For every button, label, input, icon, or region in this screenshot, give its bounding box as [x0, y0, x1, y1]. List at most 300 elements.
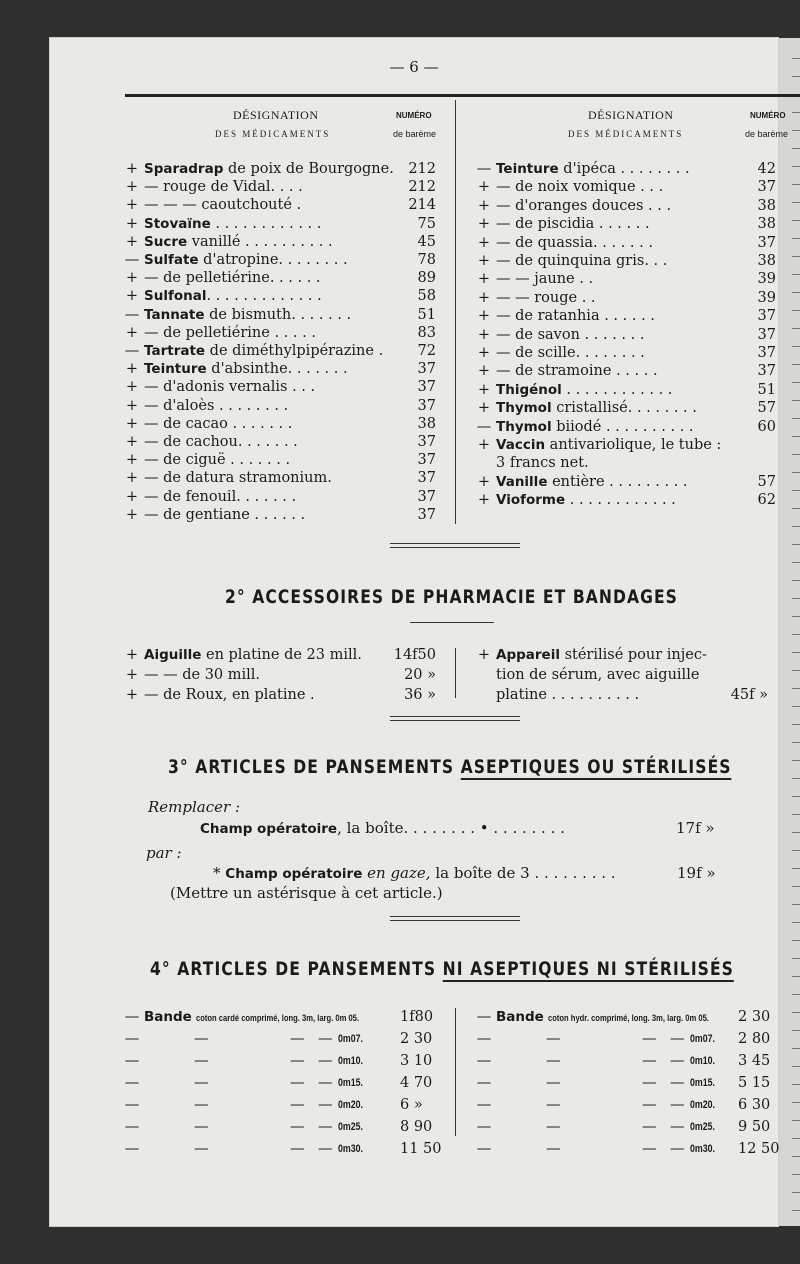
- list-item: [122, 415, 436, 433]
- page-edge-tick: [792, 760, 800, 761]
- item-text: — de gentiane . . . . . .: [144, 506, 306, 523]
- status-symbol: +: [125, 452, 139, 469]
- page-edge-tick: [792, 580, 800, 581]
- table-row: [122, 1118, 450, 1136]
- status-symbol: +: [477, 289, 491, 306]
- ditto-mark: —: [194, 1119, 209, 1135]
- list-item: [122, 378, 436, 396]
- status-symbol: +: [477, 179, 491, 196]
- list-item: [122, 433, 436, 451]
- ditto-mark: —: [546, 1141, 561, 1157]
- table-row: [122, 1052, 450, 1070]
- item-text: — de pelletiérine . . . . .: [144, 324, 316, 341]
- list-item: [474, 418, 776, 436]
- list-item: [474, 289, 776, 307]
- item-number: 45: [417, 233, 436, 250]
- double-rule: [390, 716, 520, 721]
- item-text: platine . . . . . . . . . .: [496, 687, 640, 703]
- item-number: 212: [408, 179, 436, 196]
- bande-keyword: Bande: [144, 1009, 192, 1025]
- list-item: [122, 397, 436, 415]
- ditto-mark: —: [546, 1053, 561, 1069]
- item-text: — de quinquina gris. . .: [496, 253, 668, 269]
- item-text: — de piscidia . . . . . .: [496, 216, 650, 233]
- item-label: [144, 451, 399, 469]
- section-4-divider: [455, 1008, 456, 1136]
- page-edge-tick: [792, 184, 800, 185]
- item-number: 37: [417, 506, 436, 523]
- item-text: cristallisé. . . . . . . .: [551, 400, 697, 417]
- header-bareme-left: de barème: [393, 129, 437, 139]
- page-edge-tick: [792, 328, 800, 329]
- item-label: [144, 324, 399, 342]
- table-row: [474, 1074, 788, 1092]
- dash-symbol: —: [476, 1031, 492, 1047]
- dash-symbol: —: [124, 1009, 140, 1025]
- page-edge-tick: [792, 688, 800, 689]
- bande-price: 4 70: [400, 1075, 433, 1091]
- ditto-mark: —: [290, 1119, 305, 1135]
- item-text: de bismuth. . . . . . .: [204, 306, 352, 323]
- status-symbol: +: [125, 161, 139, 177]
- page-edge-tick: [792, 1192, 800, 1193]
- ditto-mark: —: [642, 1141, 657, 1157]
- item-label: [496, 473, 758, 491]
- ditto-mark: —: [546, 1075, 561, 1091]
- list-item: [122, 666, 436, 684]
- bande-price: 9 50: [738, 1119, 771, 1135]
- item-text: en platine de 23 mill.: [201, 647, 362, 663]
- status-symbol: +: [125, 233, 139, 250]
- list-item: [474, 234, 776, 252]
- dash-symbol: —: [124, 1053, 140, 1069]
- ditto-mark: —: [290, 1053, 305, 1069]
- item-text: — — de 30 mill.: [144, 667, 261, 683]
- page-edge-tick: [792, 562, 800, 563]
- item-label: [496, 646, 736, 664]
- item-label: [144, 469, 399, 487]
- ditto-mark: —: [318, 1119, 333, 1135]
- item-text: — de cacao . . . . . . .: [144, 415, 293, 432]
- ditto-mark: —: [318, 1097, 333, 1113]
- status-symbol: —: [476, 418, 492, 435]
- asterisk-note: (Mettre un astérisque à cet article.): [170, 884, 443, 902]
- bande-width: 0m10.: [690, 1055, 715, 1067]
- page-edge-tick: [792, 418, 800, 419]
- status-symbol: +: [477, 363, 491, 380]
- item-text: — de ratanhia . . . . . .: [496, 308, 655, 325]
- page-edge-tick: [792, 508, 800, 509]
- dash-symbol: —: [124, 1119, 140, 1135]
- item-number: 51: [757, 381, 776, 398]
- table-row: [122, 1030, 450, 1048]
- status-symbol: +: [477, 216, 491, 233]
- bande-width: 0m20.: [338, 1099, 363, 1111]
- item-label: [496, 381, 758, 399]
- item-number: 37: [417, 470, 436, 487]
- item-label: [144, 415, 399, 433]
- table-row: [122, 1096, 450, 1114]
- item-keyword: Thymol: [496, 400, 552, 417]
- item-label: [496, 436, 758, 454]
- item-text: vanillé . . . . . . . . . .: [187, 233, 333, 250]
- bande-price: 12 50: [738, 1141, 780, 1157]
- item-label: [496, 362, 758, 380]
- page-edge-tick: [792, 922, 800, 923]
- bande-width: 0m30.: [690, 1143, 715, 1155]
- page-edge-tick: [792, 796, 800, 797]
- item-keyword: Sucre: [144, 233, 188, 250]
- item-label: [496, 491, 758, 509]
- item-label: [144, 215, 399, 233]
- item-text: — de noix vomique . . .: [496, 179, 664, 196]
- status-symbol: —: [124, 306, 140, 323]
- status-symbol: +: [477, 234, 491, 251]
- page-edge-tick: [792, 220, 800, 221]
- item-text: stérilisé pour injec-: [559, 647, 707, 663]
- item-label: [144, 269, 399, 287]
- header-numero-left: NUMÉRO: [396, 111, 432, 120]
- bande-price: 5 15: [738, 1075, 771, 1091]
- list-item: [122, 360, 436, 378]
- page-edge-tick: [792, 238, 800, 239]
- page-edge-tick: [792, 1084, 800, 1085]
- page-edge-tick: [792, 670, 800, 671]
- ditto-mark: —: [290, 1141, 305, 1157]
- item-label: [496, 454, 758, 472]
- section-2-divider: [455, 648, 456, 698]
- list-item: [122, 196, 436, 214]
- status-symbol: +: [477, 345, 491, 361]
- bande-label: [144, 1008, 400, 1028]
- item-number: 37: [417, 379, 436, 396]
- section-3-heading: ARTICLES DE PANSEMENTS: [195, 756, 461, 778]
- page-edge-tick: [792, 202, 800, 203]
- bande-width: 0m15.: [338, 1077, 363, 1089]
- item-number: 38: [757, 197, 776, 214]
- item-label: [496, 344, 758, 362]
- item-label: [144, 251, 399, 269]
- page-edge-tick: [792, 472, 800, 473]
- list-item: [474, 686, 768, 704]
- list-item: [474, 252, 776, 270]
- item-number: 37: [757, 308, 776, 325]
- bande-price: 2 30: [738, 1009, 771, 1025]
- status-symbol: +: [477, 381, 491, 398]
- list-item: [122, 469, 436, 487]
- status-symbol: +: [477, 647, 491, 663]
- page-edge-tick: [792, 832, 800, 833]
- double-rule: [390, 916, 520, 921]
- item-number: 37: [417, 434, 436, 450]
- item-text: — de quassia. . . . . . .: [496, 234, 653, 251]
- bande-price: 3 45: [738, 1053, 771, 1069]
- item-text: — de stramoine . . . . .: [496, 363, 658, 380]
- item-number: 42: [757, 161, 776, 177]
- status-symbol: +: [125, 397, 139, 414]
- table-row: [474, 1030, 788, 1048]
- page-edge-tick: [792, 778, 800, 779]
- item-number: 37: [757, 363, 776, 380]
- item-keyword: Thymol: [496, 418, 552, 435]
- ditto-mark: —: [290, 1031, 305, 1047]
- dash-symbol: —: [476, 1053, 492, 1069]
- item-keyword: Vioforme: [496, 492, 566, 509]
- item-number: 38: [417, 415, 436, 432]
- page-edge-tick: [792, 958, 800, 959]
- ditto-mark: —: [546, 1031, 561, 1047]
- item-number: 37: [757, 234, 776, 251]
- list-item: [122, 646, 436, 664]
- bande-description: coton cardé comprimé, long. 3m, larg. 0m 05.: [196, 1013, 360, 1024]
- item-number: 37: [757, 179, 776, 196]
- item-number: 38: [757, 253, 776, 269]
- list-item: [122, 178, 436, 196]
- item-number: 37: [417, 397, 436, 414]
- item-label: [496, 399, 758, 417]
- item-text: — d'aloès . . . . . . . .: [144, 397, 289, 414]
- list-item: [122, 160, 436, 178]
- item-label: [496, 270, 758, 288]
- status-symbol: +: [477, 308, 491, 325]
- champ-operatoire-kw: Champ opératoire: [200, 821, 338, 837]
- item-text: d'atropine. . . . . . . .: [198, 252, 348, 268]
- page-edge-tick: [792, 1120, 800, 1121]
- list-item: [122, 215, 436, 233]
- page-edge-tick: [792, 310, 800, 311]
- item-label: [144, 178, 399, 196]
- section-4-title: [150, 958, 734, 980]
- item-text: — de scille. . . . . . . .: [496, 345, 645, 361]
- item-label: [496, 289, 758, 307]
- item-text: . . . . . . . . . . . .: [561, 381, 673, 398]
- bande-price: 6 30: [738, 1097, 771, 1113]
- item-label: [144, 306, 399, 324]
- page-edge-tick: [792, 1156, 800, 1157]
- item-text: — de savon . . . . . . .: [496, 326, 645, 343]
- list-item: [474, 491, 776, 509]
- item-keyword: Sulfate: [144, 252, 199, 268]
- table-row: [474, 1118, 788, 1136]
- list-item: [474, 381, 776, 399]
- ditto-mark: —: [290, 1097, 305, 1113]
- section-3-title: [168, 756, 732, 778]
- item-keyword: Vanille: [496, 473, 548, 490]
- list-item: [474, 666, 768, 684]
- item-label: [144, 646, 392, 664]
- page-edge-tick: [792, 130, 800, 131]
- item-number: 57: [757, 400, 776, 417]
- item-number: 14f50: [393, 647, 436, 663]
- column-divider: [455, 100, 456, 524]
- page-edge-tick: [792, 886, 800, 887]
- item-number: 212: [408, 161, 436, 177]
- status-symbol: —: [124, 252, 140, 268]
- status-symbol: —: [124, 343, 140, 359]
- item-label: [144, 433, 399, 451]
- item-number: 39: [757, 271, 776, 288]
- page-edge-tick: [792, 994, 800, 995]
- champ-operatoire-rest: , la boîte. . . . . . . . • . . . . . . . .: [337, 819, 565, 837]
- status-symbol: —: [476, 161, 492, 177]
- section-2-heading: ACCESSOIRES DE PHARMACIE ET BANDAGES: [252, 586, 678, 608]
- page-edge-tick: [792, 706, 800, 707]
- item-label: [144, 397, 399, 415]
- dash-symbol: —: [124, 1141, 140, 1157]
- item-label: [144, 233, 399, 251]
- item-number: 58: [417, 288, 436, 305]
- item-label: [144, 160, 399, 178]
- item-keyword: Teinture: [144, 361, 207, 378]
- item-text: — d'adonis vernalis . . .: [144, 379, 316, 396]
- list-item: [122, 506, 436, 524]
- ditto-mark: —: [318, 1141, 333, 1157]
- dash-symbol: —: [124, 1031, 140, 1047]
- champ-gaze-price: 19f »: [677, 864, 716, 882]
- header-bareme-right: de barème: [745, 129, 789, 139]
- status-symbol: +: [477, 400, 491, 417]
- item-text: . . . . . . . . . . . . .: [206, 288, 322, 305]
- ditto-mark: —: [670, 1053, 685, 1069]
- page-edge-tick: [792, 1048, 800, 1049]
- item-number: 45f »: [730, 687, 768, 703]
- page-edge-tick: [792, 598, 800, 599]
- table-row: [474, 1096, 788, 1114]
- status-symbol: +: [477, 492, 491, 509]
- ditto-mark: —: [318, 1031, 333, 1047]
- list-item: [122, 269, 436, 287]
- item-keyword: Tannate: [144, 306, 205, 323]
- page-edge-tick: [792, 616, 800, 617]
- status-symbol: +: [477, 326, 491, 343]
- page-edge-tick: [792, 904, 800, 905]
- list-item: [474, 270, 776, 288]
- item-number: 89: [417, 270, 436, 287]
- item-text: — de Roux, en platine .: [144, 687, 315, 703]
- list-item: [474, 160, 776, 178]
- list-item: [122, 324, 436, 342]
- bande-keyword: Bande: [496, 1009, 544, 1025]
- status-symbol: +: [125, 415, 139, 432]
- section-4-heading-underlined: NI ASEPTIQUES NI STÉRILISÉS: [442, 958, 734, 980]
- item-text: — de datura stramonium.: [144, 470, 332, 487]
- dash-symbol: —: [476, 1141, 492, 1157]
- item-number: 38: [757, 216, 776, 233]
- table-row: [122, 1140, 450, 1158]
- ditto-mark: —: [642, 1097, 657, 1113]
- champ-gaze-rest: la boîte de 3 . . . . . . . . .: [430, 864, 616, 882]
- item-number: 75: [417, 215, 436, 232]
- item-number: 51: [417, 306, 436, 323]
- item-number: 37: [757, 326, 776, 343]
- item-text: . . . . . . . . . . . .: [565, 492, 676, 509]
- ditto-mark: —: [546, 1119, 561, 1135]
- page-edge-tick: [792, 634, 800, 635]
- item-label: [144, 342, 399, 360]
- table-row: [122, 1008, 450, 1026]
- page-edge-tick: [792, 1210, 800, 1211]
- dash-symbol: —: [124, 1075, 140, 1091]
- list-item: [474, 215, 776, 233]
- status-symbol: +: [125, 434, 139, 450]
- item-keyword: Tartrate: [144, 343, 206, 359]
- item-number: 78: [417, 252, 436, 268]
- champ-gaze-kw: Champ opératoire: [225, 866, 363, 882]
- status-symbol: +: [125, 197, 139, 214]
- status-symbol: +: [125, 361, 139, 378]
- item-text: biiodé . . . . . . . . . .: [551, 418, 694, 435]
- item-number: 37: [417, 452, 436, 469]
- status-symbol: +: [125, 379, 139, 396]
- page-edge-tick: [792, 292, 800, 293]
- page-edge-tick: [792, 454, 800, 455]
- page-edge-tick: [792, 148, 800, 149]
- item-text: — de pelletiérine. . . . . .: [144, 270, 321, 287]
- item-label: [496, 686, 736, 704]
- list-item: [122, 251, 436, 269]
- item-label: [496, 666, 736, 684]
- item-label: [496, 307, 758, 325]
- page-edge-tick: [792, 346, 800, 347]
- table-row: [474, 1140, 788, 1158]
- header-medicaments-right: DES MÉDICAMENTS: [568, 129, 684, 139]
- item-text: de poix de Bourgogne.: [223, 161, 394, 177]
- list-item: [474, 326, 776, 344]
- section-4-heading: ARTICLES DE PANSEMENTS: [177, 958, 443, 980]
- item-label: [496, 326, 758, 344]
- bande-width: 0m10.: [338, 1055, 363, 1067]
- item-number: 20 »: [404, 667, 436, 683]
- item-label: [144, 506, 399, 524]
- item-number: 57: [757, 473, 776, 490]
- list-item: [474, 307, 776, 325]
- ditto-mark: —: [642, 1053, 657, 1069]
- item-label: [496, 197, 758, 215]
- dash-symbol: —: [124, 1097, 140, 1113]
- item-number: 36 »: [404, 687, 436, 703]
- page-edge-tick: [792, 1030, 800, 1031]
- section-2-number: 2°: [225, 586, 246, 608]
- section-3-heading-underlined: ASEPTIQUES OU STÉRILISÉS: [460, 756, 732, 778]
- page-edge-tick: [792, 436, 800, 437]
- item-number: 37: [417, 361, 436, 378]
- status-symbol: +: [125, 687, 139, 703]
- page-edge-tick: [792, 1012, 800, 1013]
- item-text: entière . . . . . . . . .: [547, 473, 688, 490]
- page-edge-tick: [792, 544, 800, 545]
- page-edge-tick: [792, 364, 800, 365]
- item-keyword: Thigénol: [496, 381, 562, 398]
- item-text: 3 francs net.: [496, 455, 589, 472]
- bande-width: 0m25.: [338, 1121, 363, 1133]
- ditto-mark: —: [670, 1031, 685, 1047]
- item-label: [144, 378, 399, 396]
- table-row: [122, 1074, 450, 1092]
- item-text: . . . . . . . . . . . .: [210, 215, 322, 232]
- dash-symbol: —: [476, 1097, 492, 1113]
- section-2-rule: [410, 622, 494, 623]
- item-label: [496, 234, 758, 252]
- bande-width: 0m07.: [338, 1033, 363, 1045]
- ditto-mark: —: [194, 1141, 209, 1157]
- list-item: [474, 399, 776, 417]
- bande-price: 3 10: [400, 1053, 433, 1069]
- page-edge-tick: [792, 724, 800, 725]
- bande-description: coton hydr. comprimé, long. 3m, larg. 0m 05.: [548, 1013, 710, 1024]
- bande-width: 0m15.: [690, 1077, 715, 1089]
- ditto-mark: —: [670, 1097, 685, 1113]
- status-symbol: +: [125, 506, 139, 523]
